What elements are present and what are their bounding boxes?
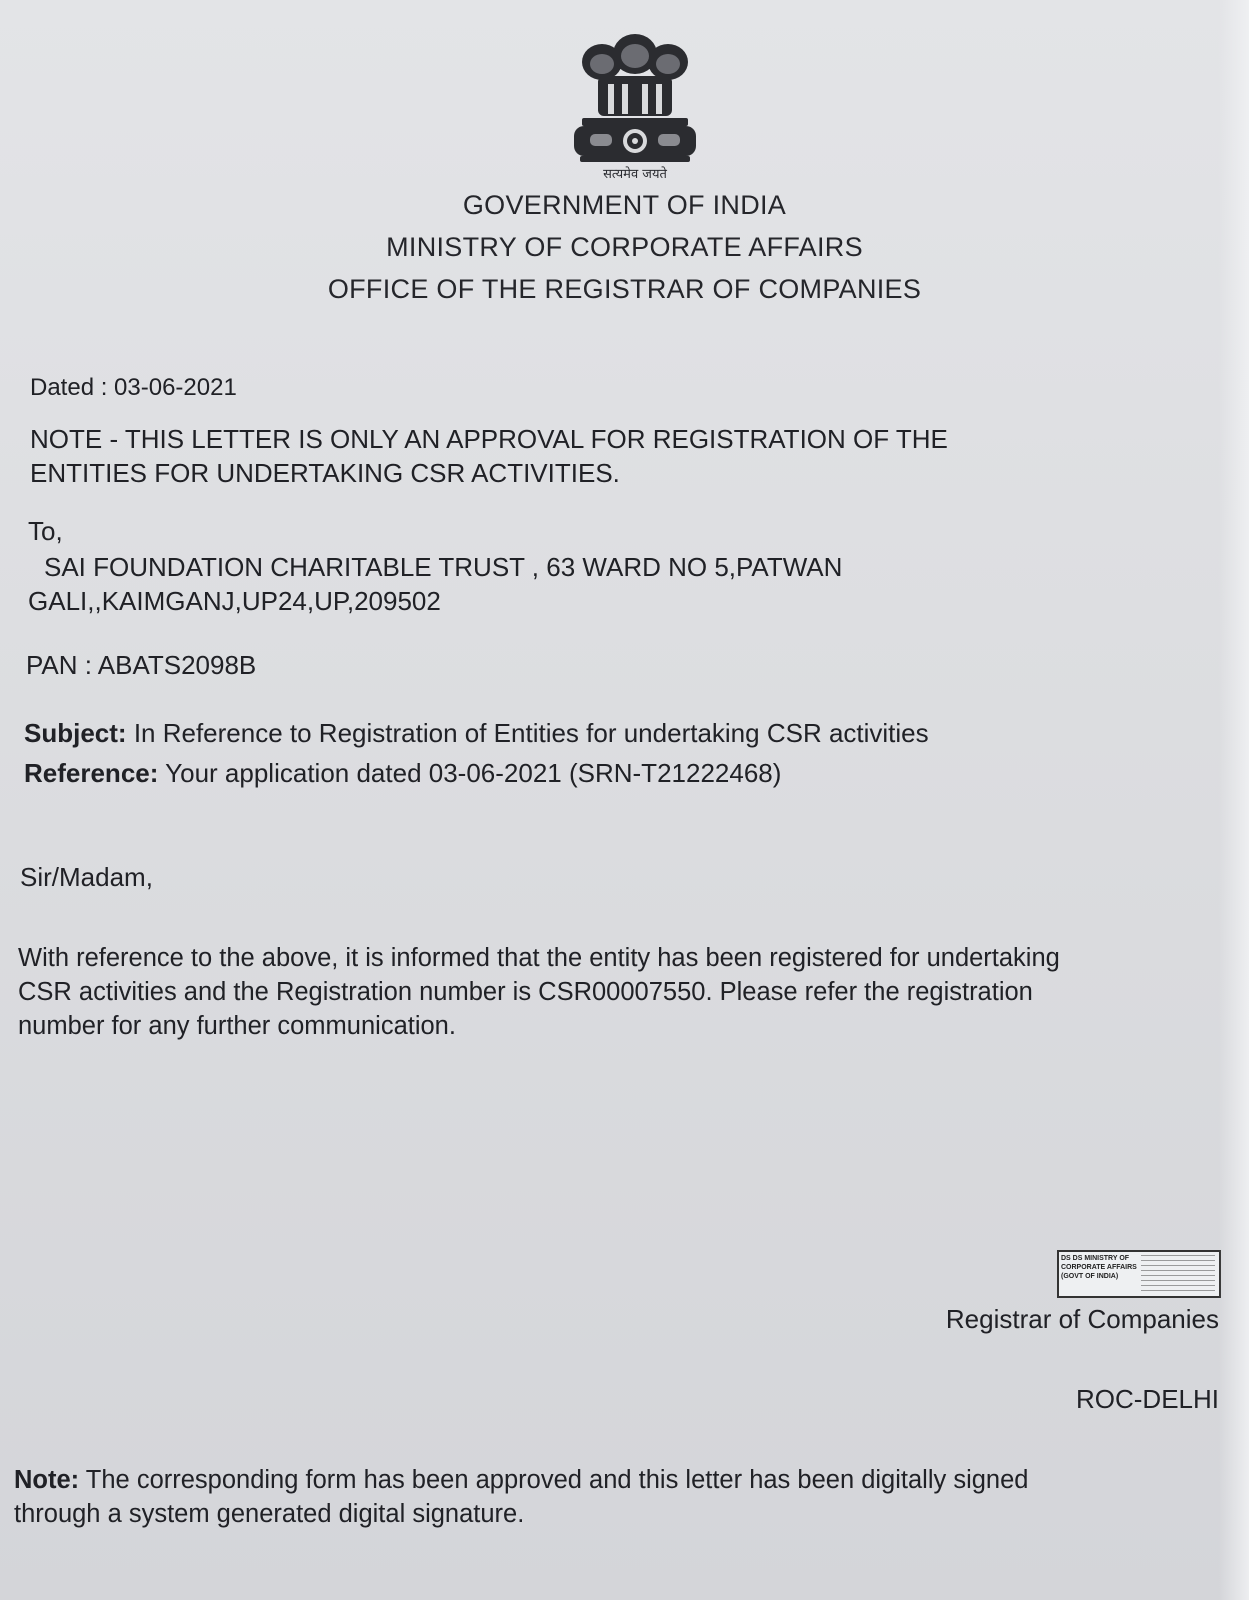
emblem-motto: सत्यमेव जयते (603, 167, 667, 182)
subject-line (24, 718, 929, 749)
reference-line (24, 758, 781, 789)
header-ministry: MINISTRY OF CORPORATE AFFAIRS (386, 232, 863, 262)
reference-text: Your application dated 03-06-2021 (SRN-T21222468) (165, 758, 782, 788)
note-line-2: ENTITIES FOR UNDERTAKING CSR ACTIVITIES. (30, 458, 620, 488)
salutation: Sir/Madam, (20, 862, 153, 892)
recipient-address-line-2: GALI,,KAIMGANJ,UP24,UP,209502 (28, 586, 441, 616)
recipient-address-line-1: SAI FOUNDATION CHARITABLE TRUST , 63 WARD NO 5,PATWAN (44, 552, 843, 582)
body-line-2: CSR activities and the Registration number is CSR00007550. Please refer the registration (18, 978, 1033, 1006)
footer-note-label: Note: (14, 1466, 80, 1494)
body-line-3: number for any further communication. (18, 1012, 456, 1040)
letter-date: Dated : 03-06-2021 (30, 374, 237, 401)
footer-note-line-1 (14, 1466, 1028, 1495)
reference-label: Reference: (24, 758, 159, 788)
header-office: OFFICE OF THE REGISTRAR OF COMPANIES (327, 274, 922, 304)
footer-note-text: The corresponding form has been approved and this letter has been digitally signed (85, 1466, 1029, 1494)
recipient-to: To, (28, 516, 63, 546)
national-emblem-icon (555, 26, 715, 166)
digital-signature-details (1141, 1255, 1215, 1291)
note-line-1: NOTE - THIS LETTER IS ONLY AN APPROVAL FOR REGISTRATION OF THE (30, 424, 948, 454)
digital-signature-stamp (1057, 1250, 1221, 1298)
pan-number: PAN : ABATS2098B (26, 650, 257, 680)
subject-text: In Reference to Registration of Entities for undertaking CSR activities (133, 718, 929, 748)
subject-label: Subject: (24, 718, 127, 748)
header-government: GOVERNMENT OF INDIA (462, 190, 787, 220)
emblem-block (555, 26, 715, 182)
footer-note-line-2: through a system generated digital signature. (14, 1500, 525, 1528)
registrar-title: Registrar of Companies (945, 1304, 1219, 1334)
digital-signature-text: DS DS MINISTRY OF CORPORATE AFFAIRS (GOVT OF INDIA) (1061, 1255, 1137, 1280)
body-line-1: With reference to the above, it is informed that the entity has been registered for undertaking (18, 944, 1060, 972)
registrar-office: ROC-DELHI (1075, 1384, 1219, 1414)
